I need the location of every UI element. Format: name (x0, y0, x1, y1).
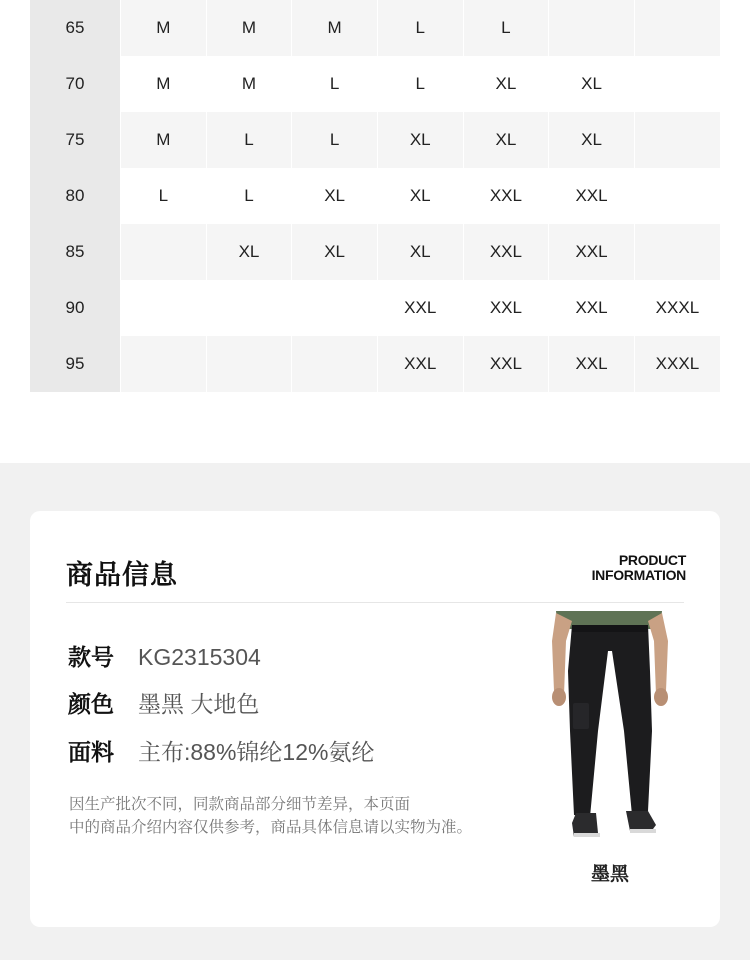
size-row-label: 70 (30, 56, 121, 112)
size-cell: XXL (377, 336, 463, 392)
size-cell: XXL (549, 336, 635, 392)
size-row (30, 168, 720, 224)
size-cell: L (206, 168, 292, 224)
title-divider (66, 602, 684, 603)
size-cell: XL (463, 112, 549, 168)
size-cell: XL (292, 168, 378, 224)
size-cell: XXXL (634, 336, 720, 392)
size-cell: L (377, 0, 463, 56)
spec-label: 颜色 (68, 691, 114, 717)
product-info-title-en (592, 553, 686, 583)
size-cell (634, 224, 720, 280)
size-cell: XXL (463, 280, 549, 336)
product-info-title: 商品信息 (66, 560, 178, 590)
note-line: 中的商品介绍内容仅供参考，商品具体信息请以实物为准。 (69, 819, 473, 836)
size-row (30, 0, 720, 56)
size-cell: XXXL (634, 280, 720, 336)
size-row (30, 280, 720, 336)
size-cell (206, 336, 292, 392)
spec-value: 主布:88%锦纶12%氨纶 (138, 739, 375, 765)
size-cell (549, 0, 635, 56)
size-row-label: 80 (30, 168, 121, 224)
size-cell (121, 224, 207, 280)
size-cell: L (206, 112, 292, 168)
size-cell: L (377, 56, 463, 112)
note-line: 因生产批次不同，同款商品部分细节差异，本页面 (69, 796, 411, 813)
size-cell: M (206, 56, 292, 112)
spec-value: KG2315304 (138, 644, 261, 670)
size-cell: XXL (549, 224, 635, 280)
size-cell: XXL (549, 280, 635, 336)
size-cell: XL (377, 168, 463, 224)
spec-label: 面料 (68, 739, 114, 765)
spec-value: 墨黑 大地色 (138, 691, 260, 717)
size-row (30, 112, 720, 168)
size-cell (634, 56, 720, 112)
title-en-line2: INFORMATION (591, 567, 686, 583)
product-model-image (550, 611, 670, 851)
size-cell: L (121, 168, 207, 224)
size-cell: XL (206, 224, 292, 280)
title-en-line1: PRODUCT (618, 552, 686, 568)
size-cell: M (292, 0, 378, 56)
spec-row-color (68, 686, 259, 719)
size-cell: XXL (463, 336, 549, 392)
spec-label: 款号 (68, 644, 114, 670)
size-cell: XL (549, 112, 635, 168)
size-cell: XXL (549, 168, 635, 224)
size-row-label: 85 (30, 224, 121, 280)
size-cell (121, 336, 207, 392)
size-cell: XXL (463, 224, 549, 280)
size-cell: XL (463, 56, 549, 112)
size-row (30, 224, 720, 280)
spec-row-fabric (68, 734, 374, 767)
size-cell: XXL (377, 280, 463, 336)
size-cell (206, 280, 292, 336)
size-cell: L (292, 56, 378, 112)
size-cell: L (292, 112, 378, 168)
size-row (30, 336, 720, 392)
size-cell (634, 112, 720, 168)
product-info-card (30, 511, 720, 927)
size-cell (634, 168, 720, 224)
size-cell (634, 0, 720, 56)
size-row-label: 90 (30, 280, 121, 336)
size-row-label: 75 (30, 112, 121, 168)
disclaimer-note (69, 793, 529, 839)
size-cell (121, 280, 207, 336)
size-cell (292, 280, 378, 336)
size-cell: M (121, 112, 207, 168)
size-cell: XL (377, 112, 463, 168)
size-cell: XL (292, 224, 378, 280)
size-cell: M (121, 56, 207, 112)
size-row-label: 95 (30, 336, 121, 392)
size-cell: XXL (463, 168, 549, 224)
size-cell: XL (377, 224, 463, 280)
image-color-label: 墨黑 (590, 864, 629, 885)
size-cell: XL (549, 56, 635, 112)
size-chart-table (30, 0, 720, 392)
size-cell: M (121, 0, 207, 56)
spec-row-style-number (68, 639, 261, 672)
size-cell: M (206, 0, 292, 56)
size-row-label: 65 (30, 0, 121, 56)
size-cell (292, 336, 378, 392)
size-row (30, 56, 720, 112)
size-cell: L (463, 0, 549, 56)
